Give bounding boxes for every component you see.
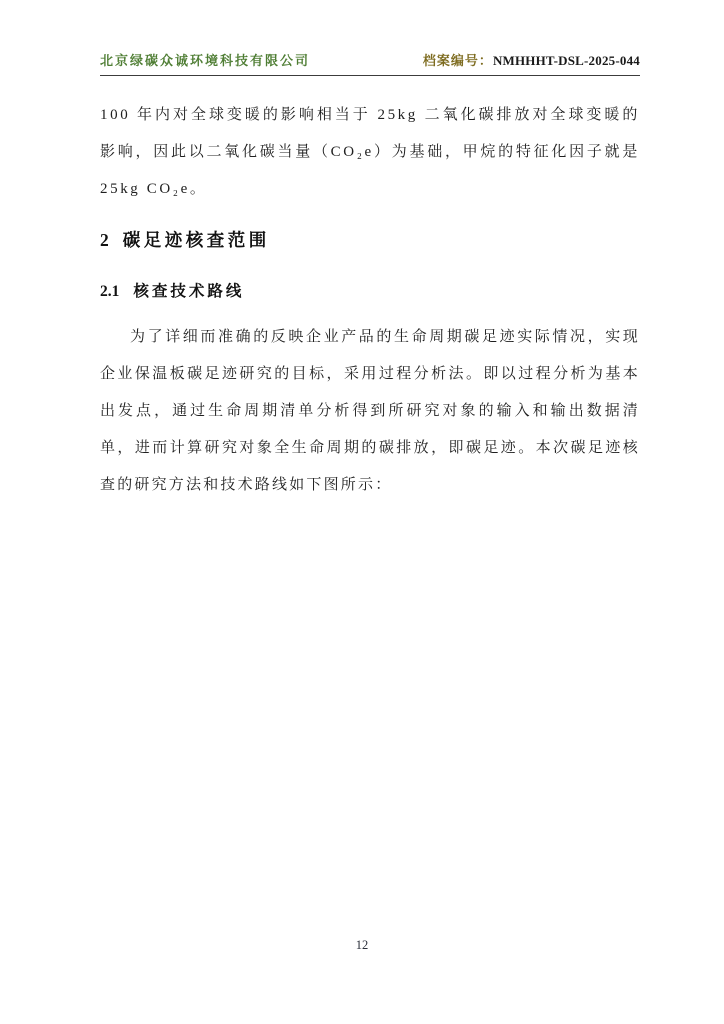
paragraph-co2e-intro: 100 年内对全球变暖的影响相当于 25kg 二氧化碳排放对全球变暖的影响，因此以二氧化碳当量（CO₂e）为基础，甲烷的特征化因子就是 25kg CO₂e。 (100, 107, 640, 197)
paragraph-method: 为了详细而准确的反映企业产品的生命周期碳足迹实际情况，实现企业保温板碳足迹研究的目标，采用过程分析法。即以过程分析为基本出发点，通过生命周期清单分析得到所研究对象的输入和输出数据清单，进而计算研究对象全生命周期的碳排放，即碳足迹。本次碳足迹核查的研究方法和技术路线如下图所示： (100, 329, 640, 493)
page-content (100, 0, 640, 504)
page-header (100, 0, 640, 76)
section-heading-2 (100, 227, 640, 252)
page-number: 12 (355, 938, 369, 952)
company-name: 北京绿碳众诚环境科技有限公司 (100, 53, 311, 68)
section-heading-2-number: 2 (100, 230, 109, 250)
document-id-number: NMHHHT-DSL-2025-044 (492, 53, 640, 68)
section-heading-2-1 (100, 279, 640, 301)
section-heading-2-1-title: 核查技术路线 (133, 283, 245, 300)
document-id-label: 档案编号： (422, 53, 493, 68)
section-heading-2-1-number: 2.1 (100, 283, 120, 300)
document-id (423, 50, 640, 69)
section-heading-2-title: 碳足迹核查范围 (122, 230, 270, 250)
